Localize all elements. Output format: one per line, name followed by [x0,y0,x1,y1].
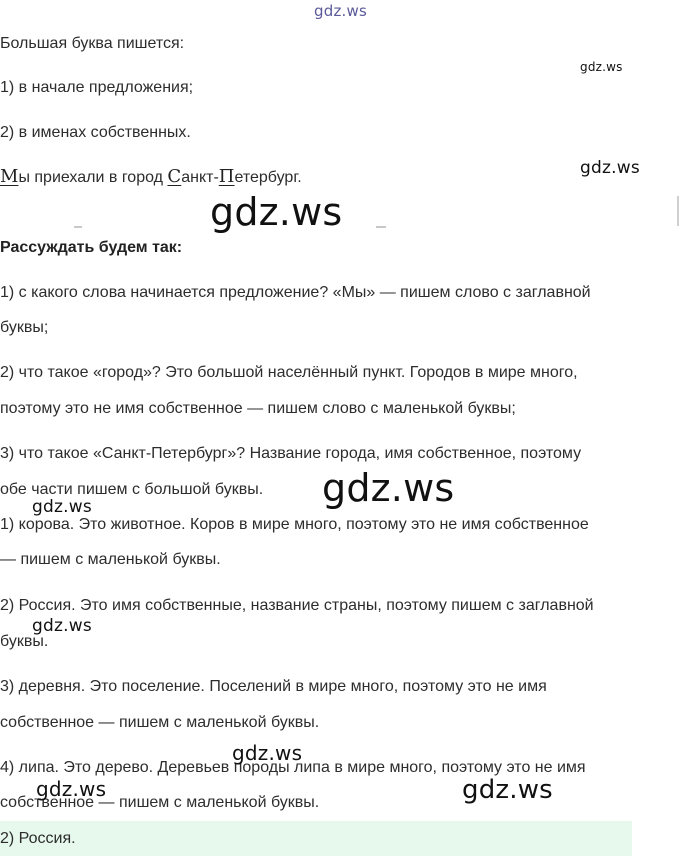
example-capital-s: С [167,166,182,187]
watermark: gdz.ws [36,777,107,801]
watermark: gdz.ws [580,60,623,74]
answer-line: 2) Россия. Это имя собственные, название страны, поэтому пишем с заглавной [0,597,594,614]
example-part-3: етербург. [234,169,302,186]
answer-line: — пишем с маленькой буквы. [0,551,221,568]
reasoning-heading: Рассуждать будем так: [0,239,183,256]
scan-artifact [376,226,386,228]
scan-artifact [74,226,82,228]
example-part-1: ы приехали в город [18,169,168,186]
example-sentence [0,167,302,188]
answer-highlight [0,821,632,856]
watermark: gdz.ws [322,466,455,510]
watermark: gdz.ws [32,616,92,636]
example-capital-m: М [0,166,19,187]
watermark: gdz.ws [232,741,303,765]
intro-text: Большая буква пишется: [0,35,185,52]
rule-2: 2) в именах собственных. [0,124,191,141]
reasoning-line: 1) с какого слова начинается предложение? «Мы» — пишем слово с заглавной [0,284,591,301]
answer-line: буквы. [0,633,49,650]
reasoning-line: буквы; [0,319,49,336]
reasoning-line: 3) что такое «Санкт-Петербург»? Название города, имя собственное, поэтому [0,445,582,462]
watermark: gdz.ws [32,497,92,517]
answer-line: собственное — пишем с маленькой буквы. [0,714,320,731]
watermark: gdz.ws [210,190,343,234]
watermark: gdz.ws [462,775,553,805]
reasoning-line: поэтому это не имя собственное — пишем слово с маленькой буквы; [0,400,516,417]
answer-line: 1) корова. Это животное. Коров в мире много, поэтому это не имя собственное [0,516,589,533]
example-part-2: анкт- [181,169,219,186]
watermark: gdz.ws [580,158,640,178]
scan-artifact [677,196,679,226]
answer-line: 4) липа. Это дерево. Деревьев породы липа в мире много, поэтому это не имя [0,759,586,776]
reasoning-line: обе части пишем с большой буквы. [0,481,264,498]
answer-line: 3) деревня. Это поселение. Поселений в мире много, поэтому это не имя [0,678,547,695]
reasoning-line: 2) что такое «город»? Это большой населённый пункт. Городов в мире много, [0,364,578,381]
example-capital-p: П [218,166,235,187]
answer-line: собственное — пишем с маленькой буквы. [0,794,320,811]
watermark-top: gdz.ws [314,2,367,20]
highlighted-answer: 2) Россия. [0,830,76,847]
rule-1: 1) в начале предложения; [0,79,194,96]
